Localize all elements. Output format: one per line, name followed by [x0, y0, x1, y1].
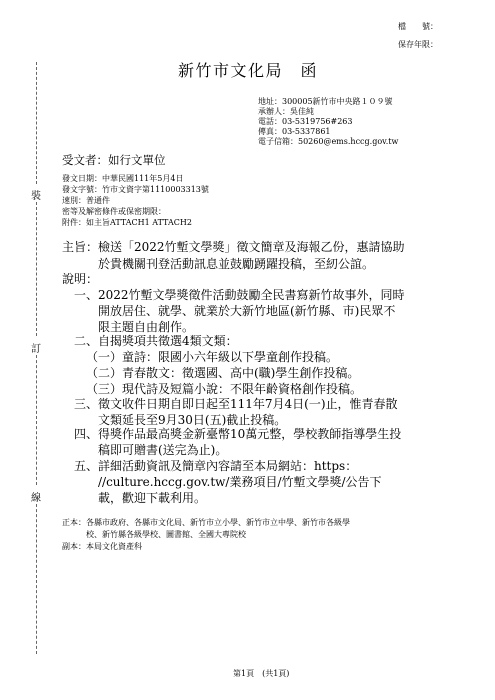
issue-date: 發文日期：中華民國111年5月4日: [62, 174, 184, 183]
subject-line-2: 於貴機關刊登活動訊息並鼓勵踴躍投稿，至紉公誼。: [98, 257, 375, 271]
distribution-copy: 副本：本局文化資產科: [62, 542, 142, 551]
item-5-line-2: //culture.hccg.gov.tw/業務項目/竹塹文學獎/公告下: [98, 475, 382, 489]
confidentiality: 密等及解密條件或保密期限：: [62, 207, 166, 216]
sender-phone: 電話：03-5319756#263: [258, 117, 353, 126]
document-title: 新竹市文化局 函: [178, 61, 319, 80]
sender-fax: 傳真：03-5337861: [258, 127, 331, 136]
item-1-line-1: 一、2022竹塹文學獎徵件活動鼓勵全民書寫新竹故事外，同時: [74, 288, 405, 302]
page-footer: 第1頁 (共1頁): [233, 669, 290, 678]
recipient: 受文者：如行文單位: [62, 153, 166, 167]
sender-contact-person: 承辦人：吳佳純: [258, 107, 314, 116]
distribution-original-cont: 校、新竹縣各級學校、圖書館、全國大專院校: [86, 530, 246, 539]
item-2-sub-3: （三）現代詩及短篇小說：不限年齡資格創作投稿。: [86, 382, 363, 396]
binding-line-top: [36, 62, 37, 184]
file-number-label: 檔 號：: [398, 22, 438, 31]
binding-char-xian: 線: [31, 493, 41, 504]
item-3-line-2: 文類延長至9月30日(五)截止投稿。: [98, 413, 287, 427]
urgency: 速別：普通件: [62, 196, 110, 205]
item-5-line-1: 五、詳細活動資訊及簡章內容請至本局網站：https：: [74, 459, 358, 473]
sender-info: [258, 97, 398, 147]
attachments: 附件：如主旨ATTACH1 ATTACH2: [62, 218, 192, 227]
document-meta: [62, 173, 209, 228]
retention-period-label: 保存年限：: [398, 40, 438, 49]
binding-char-zhuang: 裝: [31, 191, 41, 202]
item-5-line-3: 載，歡迎下載利用。: [98, 491, 207, 505]
sender-email: 電子信箱：50260@ems.hccg.gov.tw: [258, 137, 399, 146]
item-1-line-3: 限主題自由創作。: [98, 320, 195, 334]
binding-line-bottom: [36, 504, 37, 654]
item-3-line-1: 三、徵文收件日期自即日起至111年7月4日(一)止，惟青春散: [74, 397, 398, 411]
item-4-line-2: 稿即可贈書(送完為止)。: [98, 443, 228, 457]
distribution-original: 正本：各縣市政府、各縣市文化局、新竹市立小學、新竹市立中學、新竹市各級學: [62, 518, 350, 527]
subject-label: 主旨：: [62, 240, 99, 254]
binding-line-middle: [36, 202, 37, 336]
document-number: 發文字號：竹市文資字第1110003313號: [62, 185, 209, 194]
item-2-sub-1: （一）童詩：限國小六年級以下學童創作投稿。: [86, 350, 339, 364]
item-4-line-1: 四、得獎作品最高獎金新臺幣10萬元整，學校教師指導學生投: [74, 427, 402, 441]
item-2-line-1: 二、自揭獎項共徵選4類文類：: [74, 334, 238, 348]
subject-line-1: 檢送「2022竹塹文學獎」徵文簡章及海報乙份，惠請協助: [98, 240, 405, 254]
binding-char-ding: 訂: [31, 344, 41, 355]
item-1-line-2: 開放居住、就學、就業於大新竹地區(新竹縣、市)民眾不: [98, 304, 396, 318]
sender-address: 地址：300005新竹市中央路１０９號: [258, 97, 393, 106]
binding-line-lower: [36, 355, 37, 485]
explanation-label: 說明：: [62, 272, 99, 286]
item-2-sub-2: （二）青春散文：徵選國、高中(職)學生創作投稿。: [86, 366, 360, 380]
